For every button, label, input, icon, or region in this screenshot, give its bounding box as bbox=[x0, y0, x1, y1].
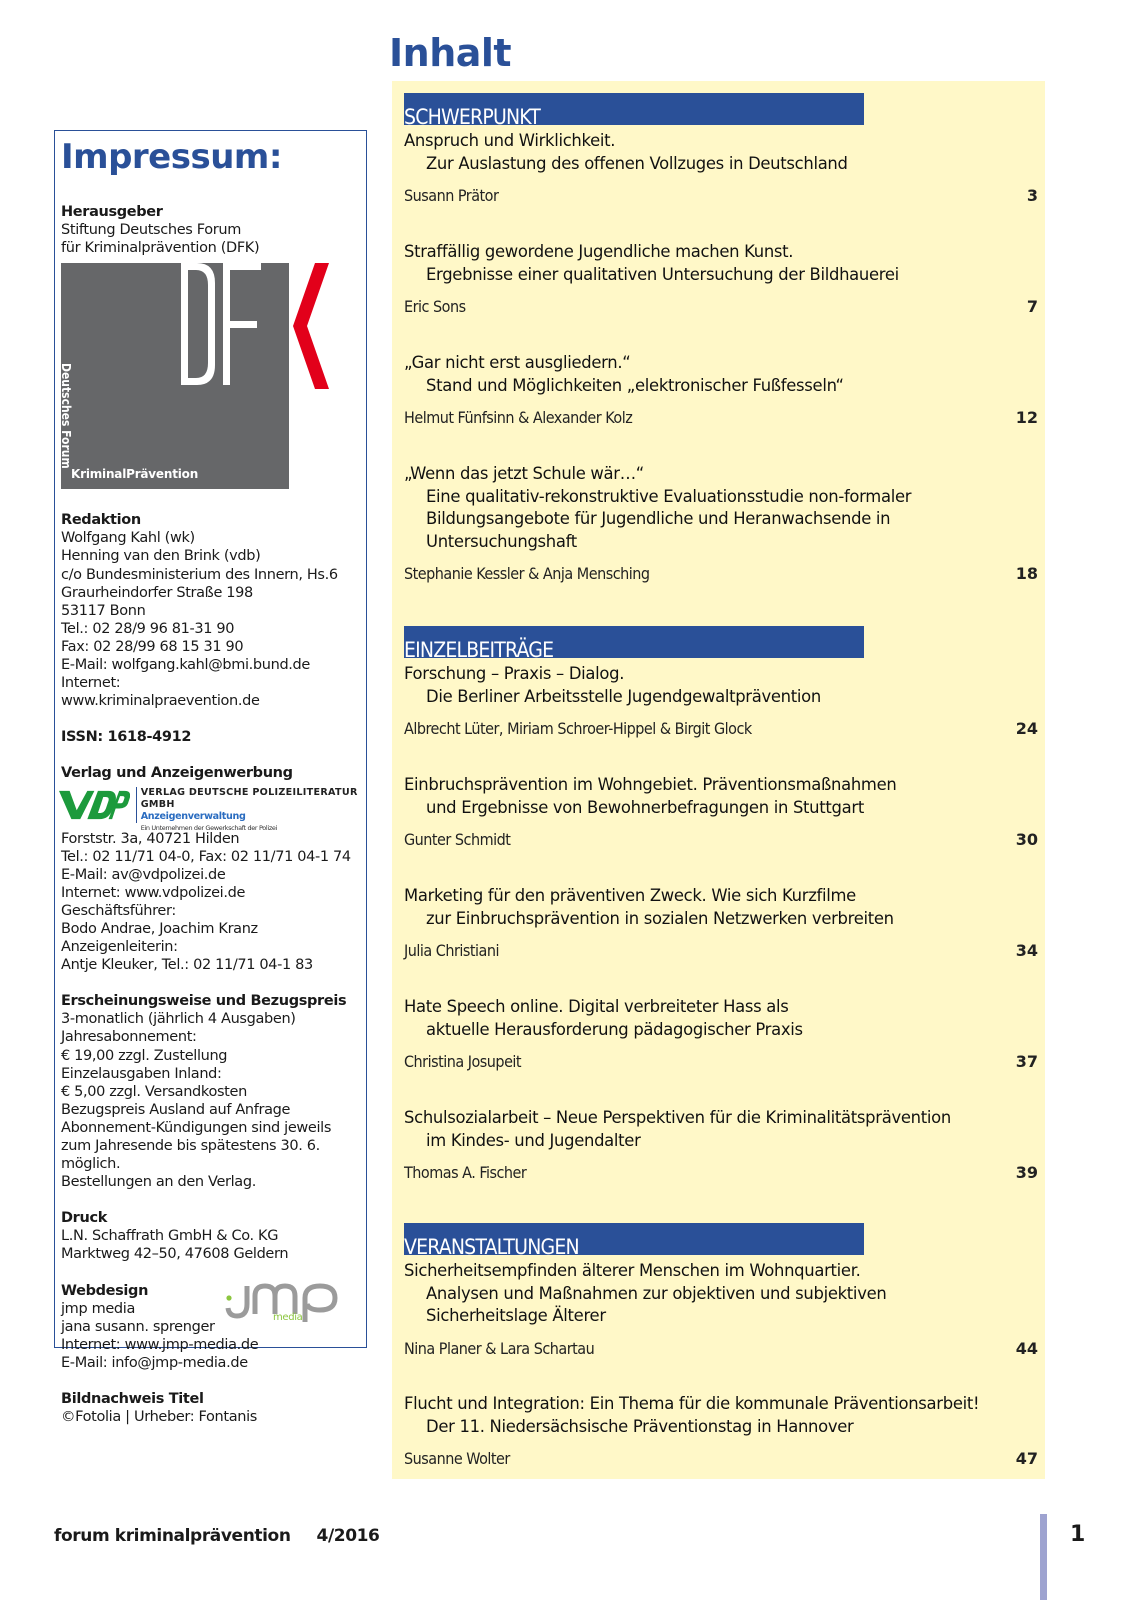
toc-entry[interactable] bbox=[404, 1107, 1038, 1184]
verlag-email[interactable]: E-Mail: av@vdpolizei.de bbox=[61, 866, 226, 883]
toc-entry[interactable] bbox=[404, 774, 1038, 851]
entry-author: Susann Prätor bbox=[404, 186, 499, 205]
toc-entry[interactable] bbox=[404, 996, 1038, 1073]
entry-subtitle: Untersuchungshaft bbox=[426, 531, 577, 551]
herausgeber-block bbox=[61, 203, 366, 257]
entry-author: Eric Sons bbox=[404, 297, 466, 316]
vdp-logo bbox=[59, 786, 366, 832]
impressum-box bbox=[54, 130, 367, 1426]
vdp-divider bbox=[136, 787, 137, 823]
redaktion-website-link[interactable]: www.kriminalpraevention.de bbox=[61, 693, 260, 710]
inhalt-title: Inhalt bbox=[389, 31, 512, 75]
redaktion-line: 53117 Bonn bbox=[61, 602, 146, 619]
entry-subtitle: zur Einbruchsprävention in sozialen Netzwerken verbreiten bbox=[426, 908, 894, 928]
druck-block bbox=[61, 1209, 366, 1263]
toc-entry[interactable] bbox=[404, 885, 1038, 962]
jmp-media-logo-icon bbox=[225, 1276, 347, 1322]
verlag-website-link[interactable]: Internet: www.vdpolizei.de bbox=[61, 884, 246, 901]
entry-page-number: 7 bbox=[1026, 297, 1038, 316]
entry-page-number: 12 bbox=[1015, 408, 1038, 427]
dfk-k-bracket-icon bbox=[293, 263, 329, 389]
entry-page-number: 24 bbox=[1015, 719, 1038, 738]
vdp-tagline: Ein Unternehmen der Gewerkschaft der Polizei bbox=[140, 823, 277, 832]
footer-accent-bar bbox=[1040, 1514, 1047, 1600]
entry-subtitle: im Kindes- und Jugendalter bbox=[426, 1130, 641, 1150]
toc-entry[interactable] bbox=[404, 1393, 1038, 1470]
entry-author: Susanne Wolter bbox=[404, 1449, 510, 1468]
erscheinung-line: Jahresabonnement: bbox=[61, 1029, 197, 1046]
verlag-address: Forststr. 3a, 40721 Hilden bbox=[61, 830, 240, 847]
druck-line: Marktweg 42–50, 47608 Geldern bbox=[61, 1246, 289, 1263]
issue-number: 4/2016 bbox=[316, 1526, 380, 1546]
entry-title: Einbruchsprävention im Wohngebiet. Präventionsmaßnahmen bbox=[404, 775, 897, 794]
vdp-name: VERLAG DEUTSCHE POLIZEILITERATUR GMBH bbox=[140, 786, 358, 810]
table-of-contents bbox=[392, 81, 1045, 1479]
erscheinung-line: Bestellungen an den Verlag. bbox=[61, 1174, 256, 1191]
entry-title: „Wenn das jetzt Schule wär…“ bbox=[404, 464, 644, 483]
bildnachweis-line: ©Fotolia | Urheber: Fontanis bbox=[61, 1409, 257, 1426]
entry-page-number: 44 bbox=[1015, 1338, 1038, 1358]
entry-title: Straffällig gewordene Jugendliche machen Kunst. bbox=[404, 242, 794, 261]
entry-subtitle: Der 11. Niedersächsische Präventionstag in Hannover bbox=[426, 1416, 854, 1436]
page-number: 1 bbox=[1070, 1522, 1086, 1547]
herausgeber-heading: Herausgeber bbox=[61, 204, 163, 220]
entry-title: Hate Speech online. Digital verbreiteter Hass als bbox=[404, 997, 789, 1016]
redaktion-fax: Fax: 02 28/99 68 15 31 90 bbox=[61, 638, 244, 655]
verlag-block bbox=[61, 764, 366, 974]
redaktion-phone: Tel.: 02 28/9 96 81-31 90 bbox=[61, 620, 235, 637]
entry-page-number: 34 bbox=[1015, 941, 1038, 960]
dfk-bottom-text: KriminalPrävention bbox=[71, 467, 199, 482]
erscheinung-line: möglich. bbox=[61, 1156, 121, 1173]
entry-subtitle: und Ergebnisse von Bewohnerbefragungen in Stuttgart bbox=[426, 797, 864, 817]
section-header-einzelbeitraege: EINZELBEITRÄGE bbox=[404, 626, 864, 658]
erscheinung-line: Einzelausgaben Inland: bbox=[61, 1065, 222, 1082]
toc-entry[interactable] bbox=[404, 130, 1038, 207]
redaktion-block bbox=[61, 511, 366, 710]
herausgeber-line: für Kriminalprävention (DFK) bbox=[61, 240, 260, 257]
redaktion-line: c/o Bundesministerium des Innern, Hs.6 bbox=[61, 566, 338, 583]
entry-title: Marketing für den präventiven Zweck. Wie sich Kurzfilme bbox=[404, 886, 856, 905]
entry-subtitle: Stand und Möglichkeiten „elektronischer Fußfesseln“ bbox=[426, 375, 844, 395]
herausgeber-line: Stiftung Deutsches Forum bbox=[61, 222, 241, 239]
verlag-line: Antje Kleuker, Tel.: 02 11/71 04-1 83 bbox=[61, 957, 313, 974]
entry-page-number: 18 bbox=[1015, 564, 1038, 583]
toc-entry[interactable] bbox=[404, 241, 1038, 318]
entry-page-number: 37 bbox=[1015, 1052, 1038, 1071]
bildnachweis-block bbox=[61, 1390, 366, 1426]
erscheinung-line: Abonnement-Kündigungen sind jeweils bbox=[61, 1119, 332, 1136]
entry-author: Stephanie Kessler & Anja Mensching bbox=[404, 564, 650, 583]
erscheinung-line: € 5,00 zzgl. Versandkosten bbox=[61, 1083, 247, 1100]
toc-entry[interactable] bbox=[404, 663, 1038, 740]
dfk-logo bbox=[61, 263, 289, 489]
entry-subtitle: aktuelle Herausforderung pädagogischer Praxis bbox=[426, 1019, 803, 1039]
publication-name: forum kriminalprävention bbox=[54, 1526, 291, 1546]
erscheinung-line: zum Jahresende bis spätestens 30. 6. bbox=[61, 1138, 320, 1154]
webdesign-line: jana susann. sprenger bbox=[61, 1318, 215, 1335]
entry-title: Anspruch und Wirklichkeit. bbox=[404, 131, 616, 150]
entry-author: Albrecht Lüter, Miriam Schroer-Hippel & Birgit Glock bbox=[404, 719, 752, 738]
entry-subtitle: Sicherheitslage Älterer bbox=[426, 1306, 606, 1325]
redaktion-line: Internet: bbox=[61, 675, 121, 692]
entry-subtitle: Analysen und Maßnahmen zur objektiven und subjektiven bbox=[426, 1283, 887, 1303]
verlag-heading: Verlag und Anzeigenwerbung bbox=[61, 765, 293, 782]
redaktion-line: Wolfgang Kahl (wk) bbox=[61, 530, 195, 547]
entry-subtitle: Die Berliner Arbeitsstelle Jugendgewaltprävention bbox=[426, 686, 821, 706]
vdp-sub: Anzeigenverwaltung bbox=[140, 810, 246, 822]
redaktion-heading: Redaktion bbox=[61, 512, 141, 529]
webdesign-heading: Webdesign bbox=[61, 1282, 149, 1299]
toc-entry[interactable] bbox=[404, 463, 1038, 585]
footer-publication bbox=[54, 1526, 379, 1546]
druck-heading: Druck bbox=[61, 1210, 107, 1227]
erscheinung-heading: Erscheinungsweise und Bezugspreis bbox=[61, 993, 347, 1010]
bildnachweis-heading: Bildnachweis Titel bbox=[61, 1391, 204, 1408]
verlag-line: Anzeigenleiterin: bbox=[61, 939, 178, 956]
issn-block bbox=[61, 728, 366, 746]
entry-page-number: 39 bbox=[1015, 1163, 1038, 1182]
entry-page-number: 30 bbox=[1015, 830, 1038, 849]
vdp-logo-icon bbox=[59, 787, 130, 823]
entry-title: Schulsozialarbeit – Neue Perspektiven für die Kriminalitätsprävention bbox=[404, 1108, 951, 1127]
entry-title: Flucht und Integration: Ein Thema für die kommunale Präventionsarbeit! bbox=[404, 1394, 980, 1413]
verlag-line: Geschäftsführer: bbox=[61, 902, 176, 919]
entry-subtitle: Eine qualitativ-rekonstruktive Evaluationsstudie non-formaler bbox=[426, 486, 912, 506]
dfk-vertical-text: Deutsches Forum bbox=[59, 363, 73, 470]
entry-author: Nina Planer & Lara Schartau bbox=[404, 1338, 595, 1358]
entry-author: Julia Christiani bbox=[404, 941, 499, 960]
impressum-title: Impressum: bbox=[61, 137, 282, 177]
entry-author: Helmut Fünfsinn & Alexander Kolz bbox=[404, 408, 633, 427]
entry-title: Forschung – Praxis – Dialog. bbox=[404, 664, 625, 683]
entry-page-number: 47 bbox=[1015, 1449, 1038, 1468]
dfk-letters-icon bbox=[181, 261, 261, 387]
redaktion-email[interactable]: E-Mail: wolfgang.kahl@bmi.bund.de bbox=[61, 657, 310, 674]
redaktion-line: Graurheindorfer Straße 198 bbox=[61, 584, 253, 601]
entry-subtitle: Ergebnisse einer qualitativen Untersuchung der Bildhauerei bbox=[426, 264, 899, 284]
section-header-veranstaltungen: VERANSTALTUNGEN bbox=[404, 1223, 864, 1255]
entry-author: Christina Josupeit bbox=[404, 1052, 522, 1071]
svg-text:media: media bbox=[273, 1311, 303, 1322]
webdesign-line: jmp media bbox=[61, 1300, 135, 1317]
druck-line: L.N. Schaffrath GmbH & Co. KG bbox=[61, 1228, 279, 1245]
verlag-phone: Tel.: 02 11/71 04-0, Fax: 02 11/71 04-1 74 bbox=[61, 848, 351, 865]
entry-author: Gunter Schmidt bbox=[404, 830, 511, 849]
webdesign-website-link[interactable]: Internet: www.jmp-media.de bbox=[61, 1336, 259, 1353]
verlag-line: Bodo Andrae, Joachim Kranz bbox=[61, 920, 258, 937]
issn: ISSN: 1618-4912 bbox=[61, 729, 192, 746]
entry-page-number: 3 bbox=[1026, 186, 1038, 205]
webdesign-email[interactable]: E-Mail: info@jmp-media.de bbox=[61, 1354, 248, 1371]
entry-author: Thomas A. Fischer bbox=[404, 1163, 527, 1182]
entry-subtitle: Bildungsangebote für Jugendliche und Heranwachsende in bbox=[426, 509, 891, 528]
entry-title: Sicherheitsempfinden älterer Menschen im Wohnquartier. bbox=[404, 1261, 861, 1280]
erscheinung-block bbox=[61, 992, 366, 1191]
erscheinung-line: Bezugspreis Ausland auf Anfrage bbox=[61, 1101, 291, 1118]
webdesign-block bbox=[61, 1282, 366, 1372]
redaktion-line: Henning van den Brink (vdb) bbox=[61, 548, 261, 565]
entry-subtitle: Zur Auslastung des offenen Vollzuges in Deutschland bbox=[426, 153, 848, 173]
toc-entry[interactable] bbox=[404, 352, 1038, 429]
section-header-schwerpunkt: SCHWERPUNKT bbox=[404, 93, 864, 125]
entry-title: „Gar nicht erst ausgliedern.“ bbox=[404, 353, 631, 372]
erscheinung-line: 3-monatlich (jährlich 4 Ausgaben) bbox=[61, 1011, 296, 1028]
toc-entry[interactable] bbox=[404, 1260, 1038, 1360]
erscheinung-line: € 19,00 zzgl. Zustellung bbox=[61, 1047, 228, 1064]
